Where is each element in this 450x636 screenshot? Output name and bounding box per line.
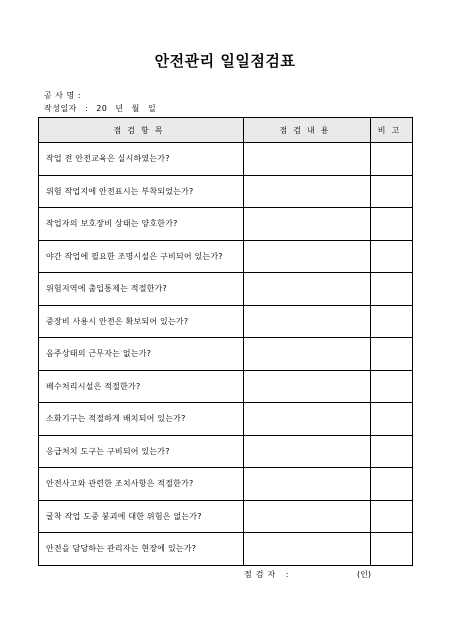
table-row bbox=[39, 240, 413, 273]
inspection-item-text: 안전을 담당하는 관리자는 현장에 있는가? bbox=[39, 533, 244, 566]
inspection-content-cell[interactable] bbox=[244, 175, 371, 208]
inspection-item-text: 안전사고와 관련한 조치사항은 적절한가? bbox=[39, 468, 244, 501]
inspection-item-text: 음주상태의 근무자는 없는가? bbox=[39, 338, 244, 371]
inspector-signature-line bbox=[244, 569, 371, 580]
seal-mark: (인) bbox=[356, 570, 371, 579]
inspector-label: 점검자 : bbox=[244, 570, 293, 579]
remarks-cell[interactable] bbox=[371, 338, 413, 371]
inspection-content-cell[interactable] bbox=[244, 338, 371, 371]
inspection-content-cell[interactable] bbox=[244, 305, 371, 338]
inspection-content-cell[interactable] bbox=[244, 403, 371, 436]
remarks-cell[interactable] bbox=[371, 208, 413, 241]
header-inspection-item: 점검항목 bbox=[39, 118, 244, 143]
table-row bbox=[39, 533, 413, 566]
remarks-cell[interactable] bbox=[371, 143, 413, 176]
table-row bbox=[39, 143, 413, 176]
table-row bbox=[39, 305, 413, 338]
inspection-content-cell[interactable] bbox=[244, 143, 371, 176]
remarks-cell[interactable] bbox=[371, 403, 413, 436]
inspection-item-text: 중장비 사용시 안전은 확보되어 있는가? bbox=[39, 305, 244, 338]
document-title: 안전관리 일일점검표 bbox=[154, 52, 296, 70]
inspection-item-text: 배수처리시설은 적절한가? bbox=[39, 370, 244, 403]
remarks-cell[interactable] bbox=[371, 533, 413, 566]
table-row bbox=[39, 273, 413, 306]
table-row bbox=[39, 208, 413, 241]
company-name-label: 공 사 명 : bbox=[44, 91, 82, 100]
inspection-item-text: 작업자의 보호장비 상태는 양호한가? bbox=[39, 208, 244, 241]
remarks-cell[interactable] bbox=[371, 175, 413, 208]
inspection-content-cell[interactable] bbox=[244, 370, 371, 403]
date-label: 작성일자 : 20 년 월 일 bbox=[44, 104, 157, 113]
table-row bbox=[39, 468, 413, 501]
inspection-content-cell[interactable] bbox=[244, 500, 371, 533]
header-inspection-content: 점검내용 bbox=[244, 118, 371, 143]
table-row bbox=[39, 435, 413, 468]
inspection-item-text: 작업 전 안전교육은 실시하였는가? bbox=[39, 143, 244, 176]
table-header-row bbox=[39, 118, 413, 143]
table-row bbox=[39, 500, 413, 533]
remarks-cell[interactable] bbox=[371, 435, 413, 468]
table-row bbox=[39, 370, 413, 403]
inspection-item-text: 위험 작업지에 안전표시는 부착되었는가? bbox=[39, 175, 244, 208]
table-row bbox=[39, 175, 413, 208]
remarks-cell[interactable] bbox=[371, 305, 413, 338]
inspection-content-cell[interactable] bbox=[244, 468, 371, 501]
remarks-cell[interactable] bbox=[371, 468, 413, 501]
inspection-item-text: 응급처치 도구는 구비되어 있는가? bbox=[39, 435, 244, 468]
inspection-content-cell[interactable] bbox=[244, 533, 371, 566]
inspection-item-text: 굴착 작업 도중 붕괴에 대한 위험은 없는가? bbox=[39, 500, 244, 533]
inspection-item-text: 소화기구는 적절하게 배치되어 있는가? bbox=[39, 403, 244, 436]
inspection-table bbox=[38, 117, 413, 566]
inspection-content-cell[interactable] bbox=[244, 208, 371, 241]
header-remarks: 비고 bbox=[371, 118, 413, 143]
remarks-cell[interactable] bbox=[371, 273, 413, 306]
inspection-item-text: 위험지역에 출입통제는 적절한가? bbox=[39, 273, 244, 306]
table-row bbox=[39, 403, 413, 436]
remarks-cell[interactable] bbox=[371, 240, 413, 273]
inspection-content-cell[interactable] bbox=[244, 435, 371, 468]
remarks-cell[interactable] bbox=[371, 370, 413, 403]
remarks-cell[interactable] bbox=[371, 500, 413, 533]
table-row bbox=[39, 338, 413, 371]
inspection-item-text: 야간 작업에 필요한 조명시설은 구비되어 있는가? bbox=[39, 240, 244, 273]
inspection-content-cell[interactable] bbox=[244, 240, 371, 273]
inspection-content-cell[interactable] bbox=[244, 273, 371, 306]
